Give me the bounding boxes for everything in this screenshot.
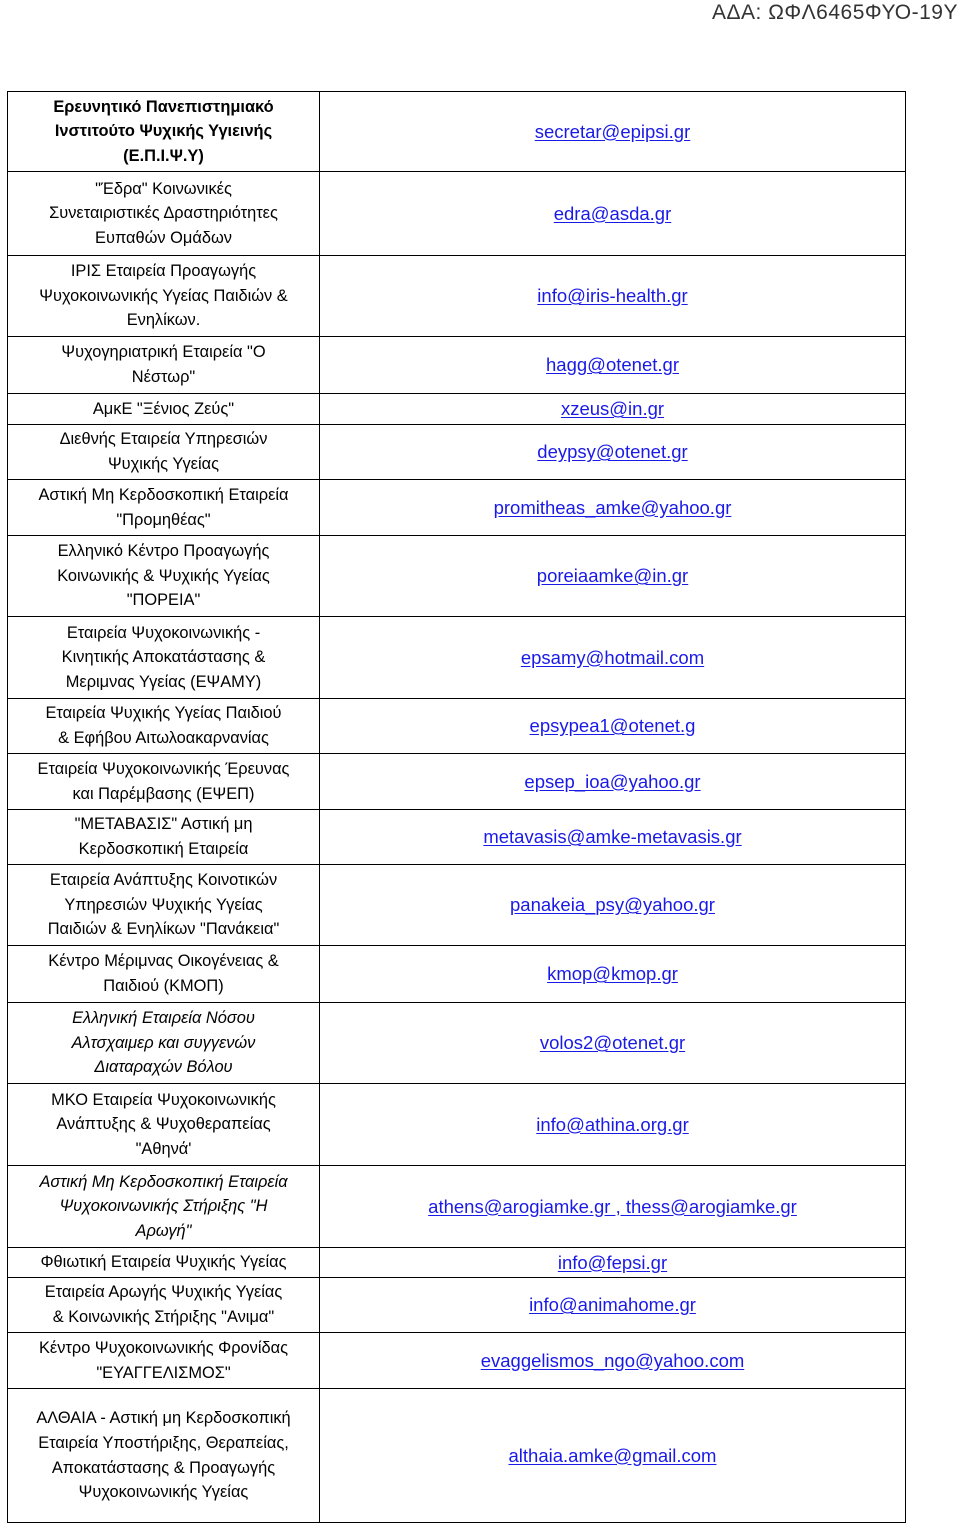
organization-name: "Έδρα" Κοινωνικές Συνεταιριστικές Δραστηριότητες Ευπαθών Ομάδων [8,172,320,256]
email-cell [320,1084,906,1166]
email-cell [320,172,906,256]
email-cell [320,480,906,536]
table-row [8,699,906,754]
table-row [8,1278,906,1333]
email-cell [320,1278,906,1333]
email-link[interactable]: athens@arogiamke.gr , thess@arogiamke.gr [428,1195,797,1217]
ada-header: ΑΔΑ: ΩΦΛ6465ΦΥΟ-19Υ [711,1,958,24]
organization-name: ΜΚΟ Εταιρεία Ψυχοκοινωνικής Ανάπτυξης & Ψυχοθεραπείας "Αθηνά' [8,1084,320,1166]
organization-name: Εταιρεία Ψυχικής Υγείας Παιδιού & Εφήβου Αιτωλοακαρνανίας [8,699,320,754]
email-cell [320,1166,906,1248]
table-row [8,865,906,946]
email-cell [320,617,906,699]
table-row [8,1333,906,1389]
email-cell [320,425,906,480]
organization-name: ΑΛΘΑΙΑ - Αστική μη Κερδοσκοπική Εταιρεία Υποστήριξης, Θεραπείας, Αποκατάστασης & Προαγωγής Ψυχοκοινωνικής Υγείας [8,1389,320,1523]
email-cell [320,337,906,394]
table-row [8,754,906,810]
email-link[interactable]: epsypea1@otenet.g [529,715,696,736]
organization-name: Αστική Μη Κερδοσκοπική Εταιρεία Ψυχοκοινωνικής Στήριξης "Η Αρωγή" [8,1166,320,1248]
table-row [8,1084,906,1166]
email-cell [320,1003,906,1084]
email-link[interactable]: deypsy@otenet.gr [537,441,688,462]
email-cell [320,810,906,865]
organization-name: ΑμκΕ "Ξένιος Ζεύς" [8,394,320,425]
table-row [8,1248,906,1278]
organization-name: Ελληνική Εταιρεία Νόσου Αλτσχαιμερ και συγγενών Διαταραχών Βόλου [8,1003,320,1084]
organization-name: "ΜΕΤΑΒΑΣΙΣ" Αστική μη Κερδοσκοπική Εταιρεία [8,810,320,865]
email-link[interactable]: edra@asda.gr [553,202,672,224]
table-row [8,810,906,865]
email-link[interactable]: epsep_ioa@yahoo.gr [524,770,701,792]
email-cell [320,92,906,172]
email-cell [320,256,906,337]
organization-name: Εταιρεία Ψυχοκοινωνικής - Κινητικής Αποκατάστασης & Μεριμνας Υγείας (ΕΨΑΜΥ) [8,617,320,699]
table-row [8,946,906,1003]
table-row [8,92,906,172]
email-link[interactable]: althaia.amke@gmail.com [508,1444,717,1466]
email-cell [320,1389,906,1523]
email-link[interactable]: secretar@epipsi.gr [534,120,691,142]
email-link[interactable]: info@iris-health.gr [537,285,688,306]
email-link[interactable]: metavasis@amke-metavasis.gr [483,826,742,847]
organization-name: Ελληνικό Κέντρο Προαγωγής Κοινωνικής & Ψυχικής Υγείας "ΠΟΡΕΙΑ" [8,536,320,617]
table-row [8,617,906,699]
organization-name: Ψυχογηριατρική Εταιρεία "Ο Νέστωρ" [8,337,320,394]
organization-name: ΙΡΙΣ Εταιρεία Προαγωγής Ψυχοκοινωνικής Υγείας Παιδιών & Ενηλίκων. [8,256,320,337]
organization-name: Εταιρεία Ψυχοκοινωνικής Έρευνας και Παρέμβασης (ΕΨΕΠ) [8,754,320,810]
organization-name: Φθιωτική Εταιρεία Ψυχικής Υγείας [8,1248,320,1278]
table-row [8,536,906,617]
organization-name: Αστική Μη Κερδοσκοπική Εταιρεία "Προμηθέας" [8,480,320,536]
email-link[interactable]: info@animahome.gr [529,1294,696,1315]
email-link[interactable]: poreiaamke@in.gr [536,565,689,586]
email-link[interactable]: panakeia_psy@yahoo.gr [510,894,715,915]
email-cell [320,536,906,617]
organization-name: Κέντρο Ψυχοκοινωνικής Φρονίδας "ΕΥΑΓΓΕΛΙΣΜΟΣ" [8,1333,320,1389]
email-cell [320,865,906,946]
table-row [8,1166,906,1248]
organization-name: Εταιρεία Ανάπτυξης Κοινοτικών Υπηρεσιών Ψυχικής Υγείας Παιδιών & Ενηλίκων "Πανάκεια" [8,865,320,946]
email-cell [320,394,906,425]
organization-name: Εταιρεία Αρωγής Ψυχικής Υγείας & Κοινωνικής Στήριξης "Ανιμα" [8,1278,320,1333]
table-row [8,172,906,256]
table-row [8,1003,906,1084]
organization-name: Διεθνής Εταιρεία Υπηρεσιών Ψυχικής Υγείας [8,425,320,480]
email-cell [320,754,906,810]
email-cell [320,946,906,1003]
organizations-table [7,91,906,1523]
table-row [8,1389,906,1523]
table-row [8,337,906,394]
organization-name: Ερευνητικό Πανεπιστημιακό Ινστιτούτο Ψυχικής Υγιεινής (Ε.Π.Ι.Ψ.Υ) [8,92,320,172]
email-cell [320,1333,906,1389]
email-cell [320,1248,906,1278]
email-link[interactable]: kmop@kmop.gr [547,963,678,984]
table-row [8,394,906,425]
email-link[interactable]: epsamy@hotmail.com [520,646,705,668]
table-row [8,256,906,337]
email-link[interactable]: evaggelismos_ngo@yahoo.com [480,1349,745,1371]
table-row [8,425,906,480]
email-link[interactable]: info@fepsi.gr [557,1251,668,1273]
email-link[interactable]: hagg@otenet.gr [546,354,679,375]
email-cell [320,699,906,754]
table-row [8,480,906,536]
email-link[interactable]: volos2@otenet.gr [539,1032,686,1053]
email-link[interactable]: promitheas_amke@yahoo.gr [493,496,732,518]
email-link[interactable]: xzeus@in.gr [560,398,665,419]
email-link[interactable]: info@athina.org.gr [536,1113,689,1135]
organization-name: Κέντρο Μέριμνας Οικογένειας & Παιδιού (ΚΜΟΠ) [8,946,320,1003]
